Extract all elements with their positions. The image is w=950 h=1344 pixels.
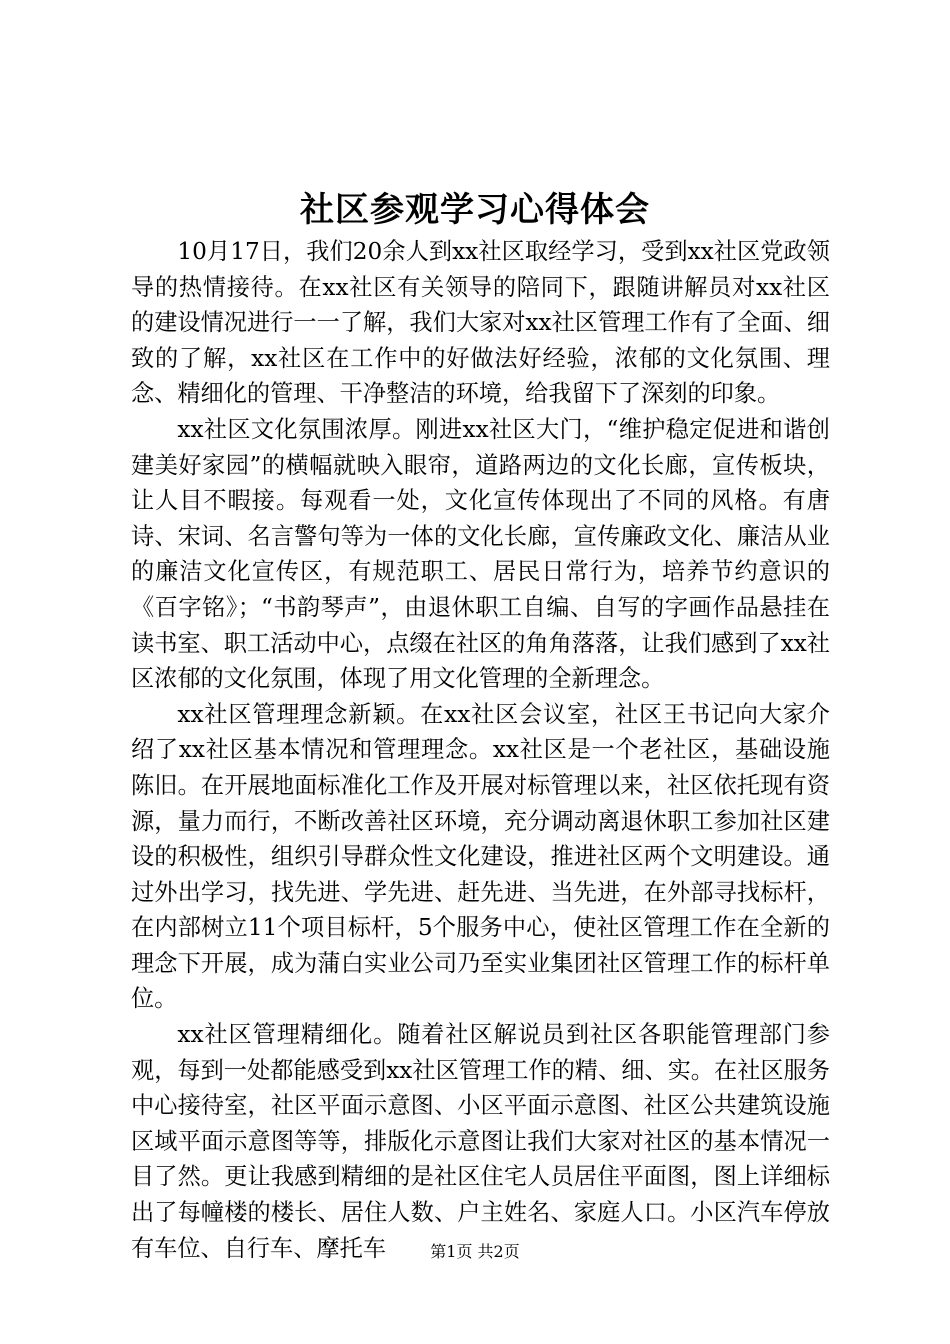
paragraph-4: xx社区管理精细化。随着社区解说员到社区各职能管理部门参观，每到一处都能感受到xx社区管理工作的精、细、实。在社区服务中心接待室，社区平面示意图、小区平面示意图、社区公共建筑设施区域平面示意图等等，排版化示意图让我们大家对社区的基本情况一目了然。更让我感到精细的是社区住宅人员居住平面图，图上详细标出了每幢楼的楼长、居住人数、户主姓名、家庭人口。小区汽车停放有车位、自行车、摩托车 [131,1021,830,1262]
paragraph-2: xx社区文化氛围浓厚。刚进xx社区大门，“维护稳定促进和谐创建美好家园”的横幅就映入眼帘，道路两边的文化长廊，宣传板块，让人目不暇接。每观看一处，文化宣传体现出了不同的风格。有唐诗、宋词、名言警句等为一体的文化长廊，宣传廉政文化、廉洁从业的廉洁文化宣传区，有规范职工、居民日常行为，培养节约意识的《百字铭》；“书韵琴声”，由退休职工自编、自写的字画作品悬挂在读书室、职工活动中心，点缀在社区的角角落落，让我们感到了xx社区浓郁的文化氛围，体现了用文化管理的全新理念。 [131,415,830,693]
page-number-footer: 第1页 共2页 [430,1242,520,1261]
paragraph-1: 10月17日，我们20余人到xx社区取经学习，受到xx社区党政领导的热情接待。在xx社区有关领导的陪同下，跟随讲解员对xx社区的建设情况进行一一了解，我们大家对xx社区管理工作有了全面、细致的了解，xx社区在工作中的好做法好经验，浓郁的文化氛围、理念、精细化的管理、干净整洁的环境，给我留下了深刻的印象。 [131,238,830,408]
document-title: 社区参观学习心得体会 [300,190,650,230]
paragraph-3: xx社区管理理念新颖。在xx社区会议室，社区王书记向大家介绍了xx社区基本情况和管理理念。xx社区是一个老社区，基础设施陈旧。在开展地面标准化工作及开展对标管理以来，社区依托现有资源，量力而行，不断改善社区环境，充分调动离退休职工参加社区建设的积极性，组织引导群众性文化建设，推进社区两个文明建设。通过外出学习，找先进、学先进、赶先进、当先进，在外部寻找标杆，在内部树立11个项目标杆，5个服务中心，使社区管理工作在全新的理念下开展，成为蒲白实业公司乃至实业集团社区管理工作的标杆单位。 [131,700,830,1013]
document-body [131,234,830,1266]
